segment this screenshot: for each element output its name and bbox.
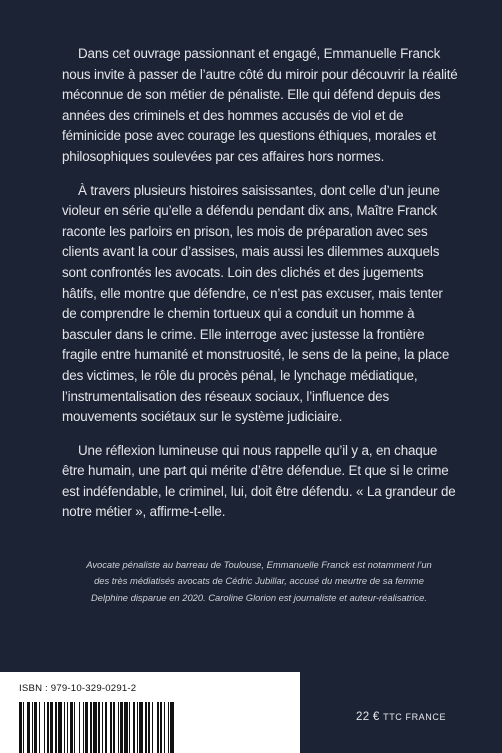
blurb — [62, 44, 458, 536]
barcode-bars — [19, 702, 279, 753]
author-bio: Avocate pénaliste au barreau de Toulouse, Emmanuelle Franck est notamment l’un des très médiatisés avocats de Cédric Jubillar, accusé du meurtre de sa femme Delphine disparue en 2020. Caroline Glorion est journaliste et auteur-réalisatrice. — [86, 559, 432, 603]
price-label — [356, 711, 446, 723]
blurb-paragraph-3: Une réflexion lumineuse qui nous rappelle qu’il y a, en chaque être humain, une part qui mérite d’être défendue. Et que si le crime est indéfendable, le criminel, lui, doit être défendu. « La grandeur de notre métier », affirme-t-elle. — [62, 442, 456, 520]
blurb-paragraph-1: Dans cet ouvrage passionnant et engagé, Emmanuelle Franck nous invite à passer de l’autre côté du miroir pour découvrir la réalité méconnue de son métier de pénaliste. Elle qui défend depuis des années des criminels et des hommes accusés de viol et de féminicide pose avec courage les questions éthiques, morales et philosophiques soulevées par ces affaires hors normes. — [62, 46, 458, 164]
price-amount: 22 € — [356, 711, 380, 723]
price-tax: TTC FRANCE — [383, 712, 447, 722]
blurb-paragraph-2: À travers plusieurs histoires saisissantes, dont celle d’un jeune violeur en série qu’elle a défendu pendant dix ans, Maître Franck raconte les parloirs en prison, les mois de préparation avec ses clients avant la cour d’assises, mais aussi les dilemmes auxquels sont confrontés les avocats. Loin des clichés et des jugements hâtifs, elle montre que défendre, ce n’est pas excuser, mais tenter de comprendre le chemin tortueux qui a conduit un homme à basculer dans le crime. Elle interroge avec justesse la frontière fragile entre humanité et monstruosité, le sens de la peine, la place des victimes, le rôle du procès pénal, le lynchage médiatique, l’instrumentalisation des réseaux sociaux, l’influence des mouvements sociétaux sur le système judiciaire. — [62, 182, 450, 425]
barcode-gap — [174, 702, 175, 753]
barcode-panel — [0, 672, 300, 753]
isbn-label: ISBN : 979-10-329-0291-2 — [19, 683, 137, 694]
